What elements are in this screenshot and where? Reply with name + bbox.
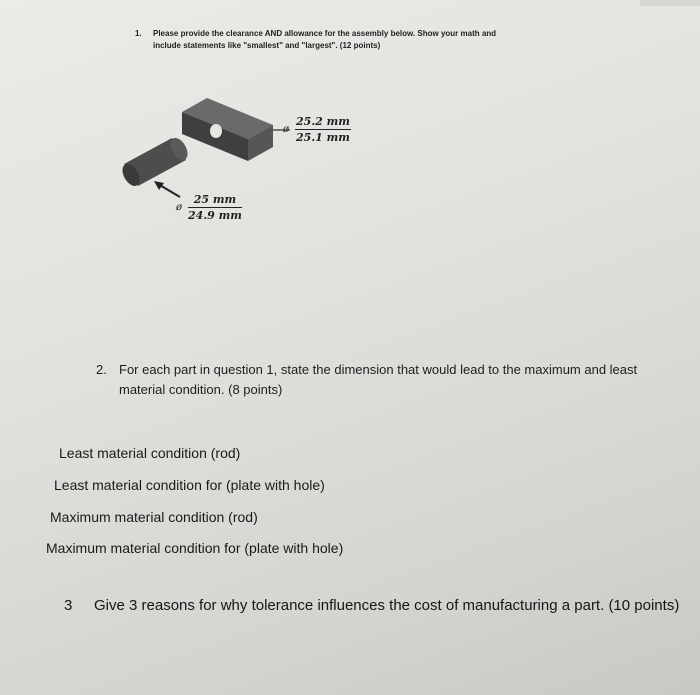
question-2	[96, 360, 637, 400]
question-1	[135, 28, 496, 52]
question-3-text: Give 3 reasons for why tolerance influences the cost of manufacturing a part. (10 points)	[94, 597, 680, 614]
diameter-symbol-rod: ø	[176, 202, 183, 213]
lmc-plate: Least material condition for (plate with hole)	[54, 477, 325, 493]
question-3	[64, 597, 679, 614]
question-1-line1: Please provide the clearance AND allowance for the assembly below. Show your math and	[153, 29, 497, 38]
mmc-plate: Maximum material condition for (plate with hole)	[46, 540, 344, 556]
plate-with-hole	[182, 98, 273, 161]
diameter-symbol-hole: ø	[283, 124, 290, 135]
rod-dimension	[176, 193, 242, 222]
question-2-number: 2.	[96, 362, 107, 377]
lmc-rod: Least material condition (rod)	[59, 445, 241, 461]
plate-hole	[210, 124, 222, 138]
question-3-number: 3	[64, 597, 73, 614]
hole-dimension	[283, 115, 351, 144]
question-2-line2: material condition. (8 points)	[119, 382, 283, 397]
hole-upper-limit: 25.2 mm	[296, 115, 350, 128]
rod-lower-limit: 24.9 mm	[188, 209, 242, 222]
hole-lower-limit: 25.1 mm	[296, 131, 350, 144]
rod-upper-limit: 25 mm	[188, 193, 242, 208]
rod-tolerance	[188, 193, 242, 222]
rod	[119, 135, 191, 189]
question-2-line1: For each part in question 1, state the dimension that would lead to the maximum and least	[119, 362, 638, 377]
page-corner-shadow	[640, 0, 700, 6]
question-1-number: 1.	[135, 29, 142, 38]
mmc-rod: Maximum material condition (rod)	[50, 509, 258, 525]
hole-tolerance	[295, 115, 351, 144]
question-1-line2: include statements like "smallest" and "largest". (12 points)	[153, 41, 381, 50]
